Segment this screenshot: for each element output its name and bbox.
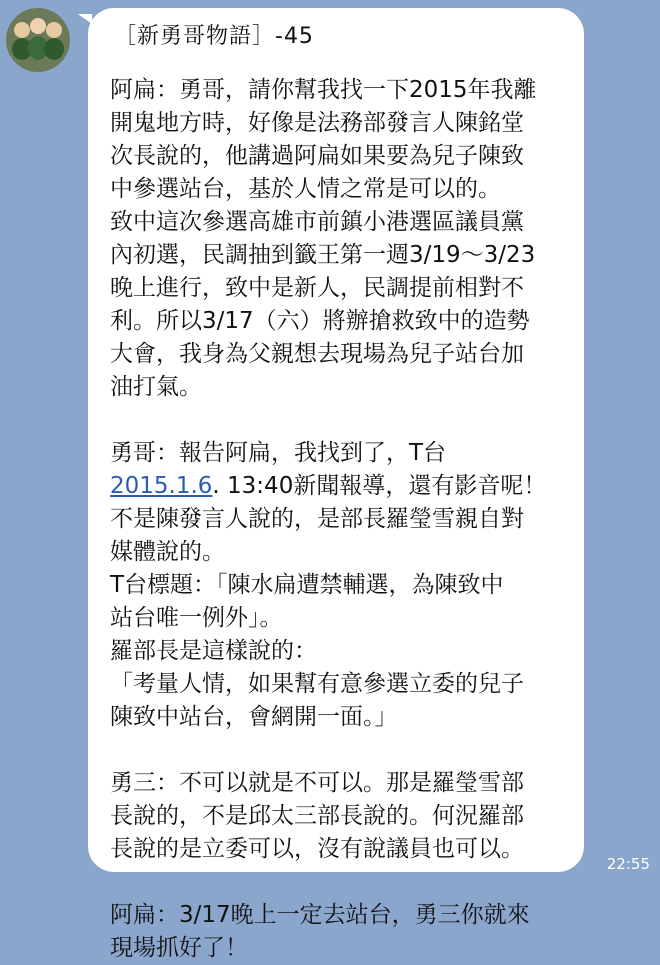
message-line: 站台唯一例外」。 xyxy=(110,605,283,631)
message-title: ［新勇哥物語］-45 xyxy=(114,24,314,49)
message-text: . 13:40新聞報導，還有影音呢！ xyxy=(212,473,547,499)
message-line: 致中這次參選高雄市前鎮小港選區議員黨 xyxy=(110,209,524,235)
message-line: T台標題：「陳水扁遭禁輔選，為陳致中 xyxy=(110,572,504,598)
message-line: 長說的，不是邱太三部長說的。何況羅部 xyxy=(110,803,524,829)
message-line: 媒體說的。 xyxy=(110,539,225,565)
message-line: 油打氣。 xyxy=(110,374,202,400)
message-line: 勇哥：報告阿扁，我找到了，T台 xyxy=(110,440,447,466)
message-line: 大會，我身為父親想去現場為兒子站台加 xyxy=(110,341,524,367)
message-line: 次長說的，他講過阿扁如果要為兒子陳致 xyxy=(110,143,524,169)
message-line: 內初選，民調抽到籤王第一週3/19～3/23 xyxy=(110,242,536,268)
message-line: 不是陳發言人說的，是部長羅瑩雪親自對 xyxy=(110,506,524,532)
message-paragraph-3 xyxy=(110,767,566,866)
message-line: 利。所以3/17（六）將辦搶救致中的造勢 xyxy=(110,308,530,334)
message-line: 晚上進行，致中是新人，民調提前相對不 xyxy=(110,275,524,301)
message-paragraph-2 xyxy=(110,437,566,734)
message-line: 阿扁：勇哥，請你幫我找一下2015年我離 xyxy=(110,77,537,103)
message-bubble[interactable] xyxy=(88,8,584,961)
message-line: 開鬼地方時，好像是法務部發言人陳銘堂 xyxy=(110,110,524,136)
message-paragraph-1 xyxy=(110,74,566,404)
message-line: 勇三：不可以就是不可以。那是羅瑩雪部 xyxy=(110,770,524,796)
message-line: 羅部長是這樣說的： xyxy=(110,638,317,664)
date-link[interactable]: 2015.1.6 xyxy=(110,473,213,499)
message-line: 陳致中站台，會網開一面。」 xyxy=(110,704,398,730)
message-line: 阿扁：3/17晚上一定去站台，勇三你就來 xyxy=(110,902,530,928)
message-line: 「考量人情，如果幫有意參選立委的兒子 xyxy=(110,671,524,697)
message-paragraph-4 xyxy=(110,899,566,965)
message-line: 長說的是立委可以，沒有說議員也可以。 xyxy=(110,836,524,862)
message-timestamp: 22:55 xyxy=(606,855,650,873)
contact-avatar[interactable] xyxy=(6,8,70,72)
message-line: 現場抓好了！ xyxy=(110,935,248,961)
message-line: 中參選站台，基於人情之常是可以的。 xyxy=(110,176,501,202)
message-line-with-link xyxy=(110,470,566,503)
